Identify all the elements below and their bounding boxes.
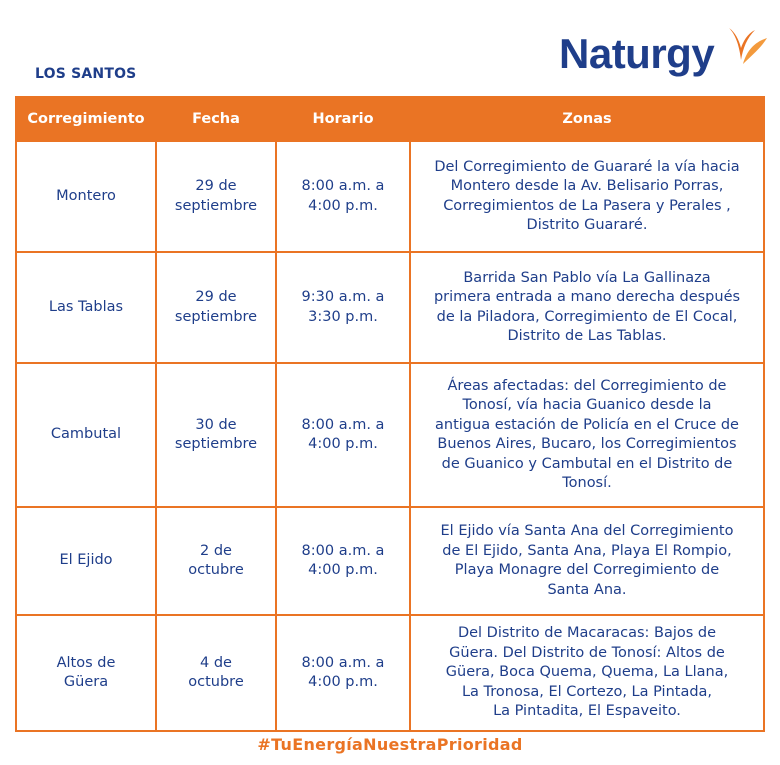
cell-zonas: Barrida San Pablo vía La Gallinaza primera entrada a mano derecha después de la Piladora, Corregimiento de El Cocal, Distrito de Las Tablas.: [410, 252, 764, 363]
column-header-corregimiento: Corregimiento: [16, 97, 156, 141]
cell-zonas: Áreas afectadas: del Corregimiento de Tonosí, vía hacia Guanico desde la antigua estación de Policía en el Cruce de Buenos Aires, Bucaro, los Corregimientos de Guanico y Cambutal en el Distrito de Tonosí.: [410, 363, 764, 507]
logo-wordmark: Naturgy: [559, 30, 715, 77]
cell-fecha: 29 de septiembre: [156, 252, 276, 363]
hashtag-footer: #TuEnergíaNuestraPrioridad: [257, 735, 523, 754]
table-row: [16, 615, 764, 731]
cell-horario: 8:00 a.m. a 4:00 p.m.: [276, 363, 410, 507]
outage-schedule-table: [15, 96, 765, 732]
cell-horario: 9:30 a.m. a 3:30 p.m.: [276, 252, 410, 363]
naturgy-logo: [559, 20, 769, 84]
table-row: [16, 141, 764, 252]
cell-zonas: Del Distrito de Macaracas: Bajos de Güera. Del Distrito de Tonosí: Altos de Güera, Boca Quema, Quema, La Llana, La Tronosa, El Cortezo, La Pintada, La Pintadita, El Espaveito.: [410, 615, 764, 731]
cell-corregimiento: Las Tablas: [16, 252, 156, 363]
column-header-horario: Horario: [276, 97, 410, 141]
cell-corregimiento: Montero: [16, 141, 156, 252]
table-row: [16, 507, 764, 615]
cell-fecha: 30 de septiembre: [156, 363, 276, 507]
cell-fecha: 29 de septiembre: [156, 141, 276, 252]
butterfly-icon: [725, 20, 769, 70]
cell-horario: 8:00 a.m. a 4:00 p.m.: [276, 615, 410, 731]
cell-corregimiento: Cambutal: [16, 363, 156, 507]
cell-fecha: 4 de octubre: [156, 615, 276, 731]
column-header-zonas: Zonas: [410, 97, 764, 141]
cell-horario: 8:00 a.m. a 4:00 p.m.: [276, 141, 410, 252]
cell-corregimiento: El Ejido: [16, 507, 156, 615]
table-row: [16, 363, 764, 507]
table-header-row: [16, 97, 764, 141]
cell-horario: 8:00 a.m. a 4:00 p.m.: [276, 507, 410, 615]
table-row: [16, 252, 764, 363]
region-title: LOS SANTOS: [35, 66, 137, 82]
column-header-fecha: Fecha: [156, 97, 276, 141]
cell-fecha: 2 de octubre: [156, 507, 276, 615]
cell-zonas: Del Corregimiento de Guararé la vía hacia Montero desde la Av. Belisario Porras, Corregimientos de La Pasera y Perales , Distrito Guararé.: [410, 141, 764, 252]
cell-corregimiento: Altos de Güera: [16, 615, 156, 731]
cell-zonas: El Ejido vía Santa Ana del Corregimiento de El Ejido, Santa Ana, Playa El Rompio, Playa Monagre del Corregimiento de Santa Ana.: [410, 507, 764, 615]
